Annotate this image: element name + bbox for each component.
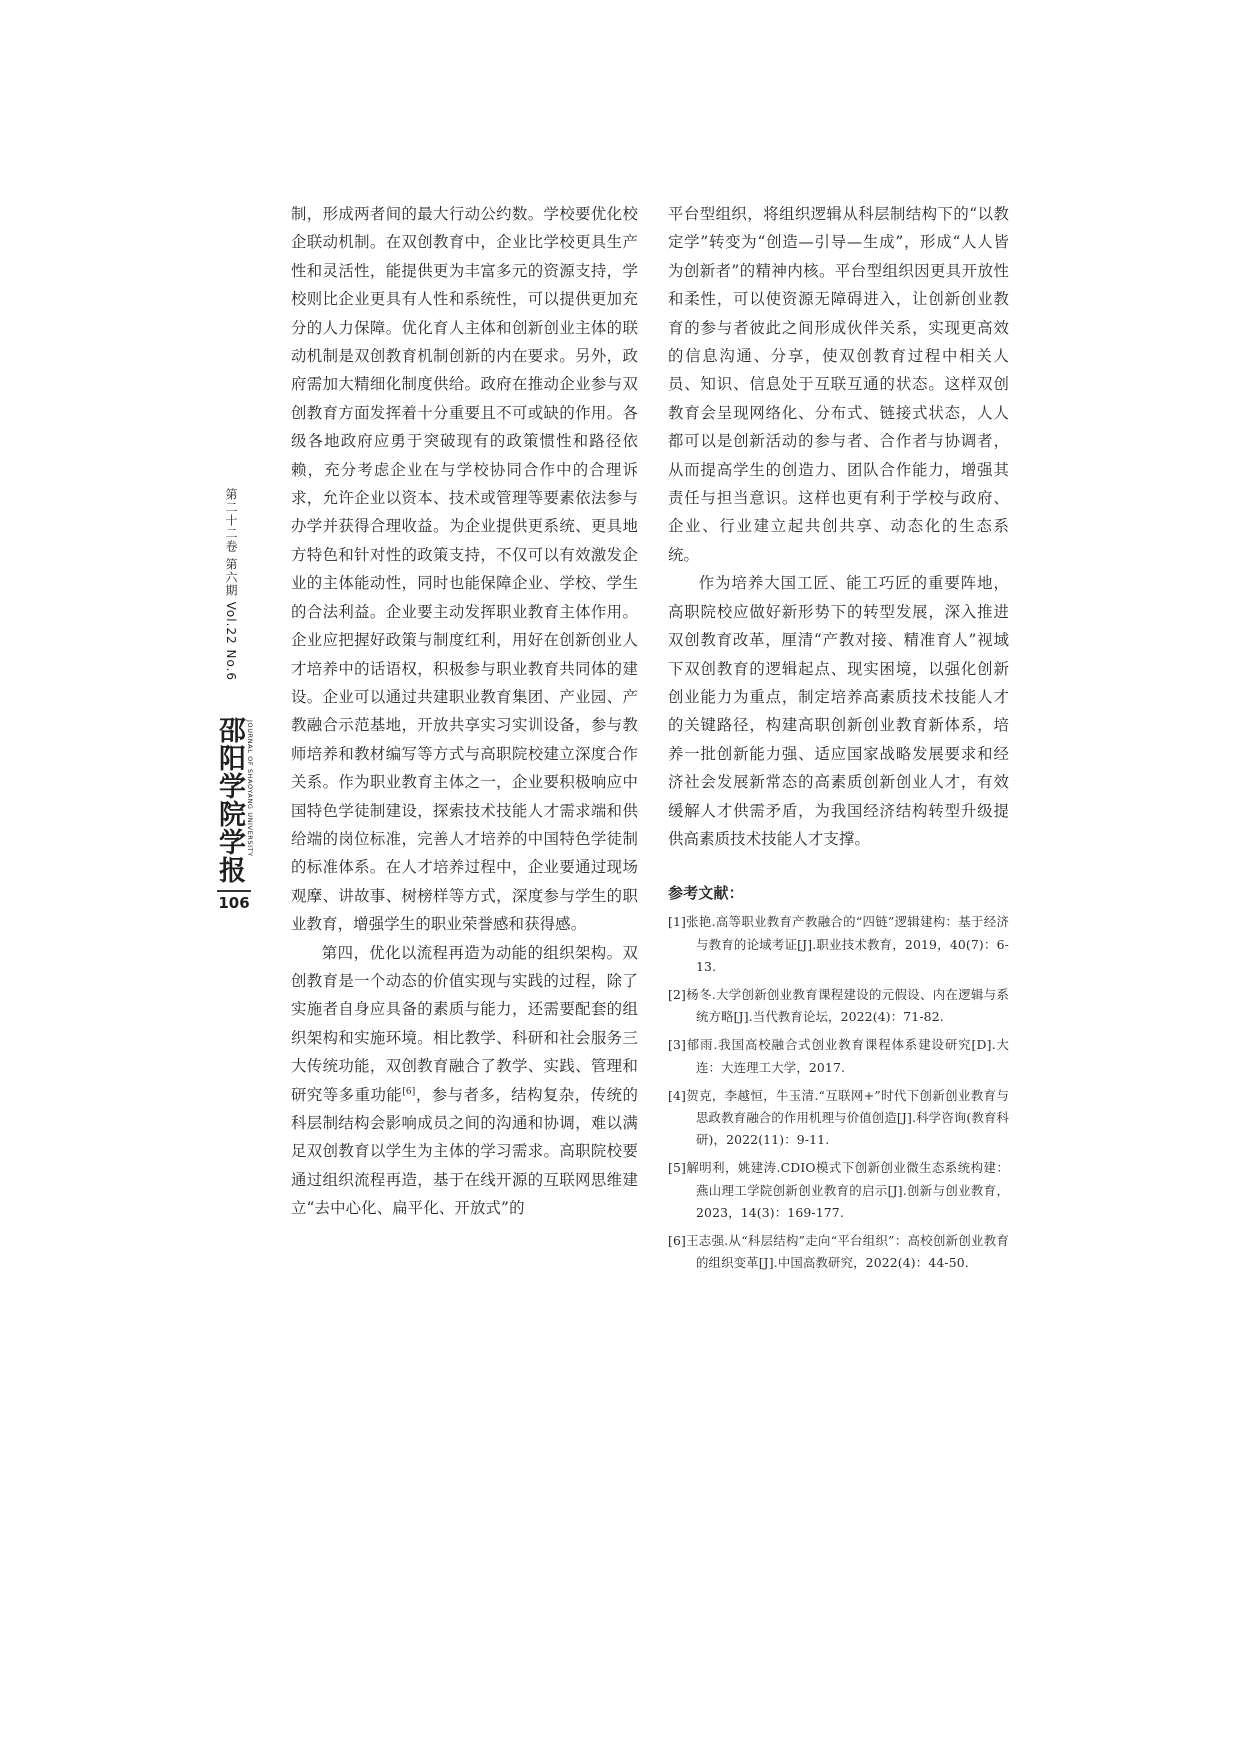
volume-issue-label: 第二十二卷 第六期 Vol.22 No.6 [224,488,238,682]
paragraph-text: 第四，优化以流程再造为动能的组织架构。双创教育是一个动态的价值实现与实践的过程，除了实施者自身应具备的素质与能力，还需要配套的组织架构和实施环境。相比教学、科研和社会服务三大传统功能，双创教育融合了教学、实践、管理和研究等多重功能 [291,943,638,1104]
reference-item: [6]王志强.从“科层结构”走向“平台组织”：高校创新创业教育的组织变革[J].中国高教研究，2022(4)：44-50. [668,1232,1009,1271]
reference-item: [4]贺克，李越恒，牛玉清.“互联网+”时代下创新创业教育与思政教育融合的作用机理与价值创造[J].科学咨询(教育科研)，2022(11)：9-11. [668,1087,1009,1148]
body-paragraph: 作为培养大国工匠、能工巧匠的重要阵地，高职院校应做好新形势下的转型发展，深入推进双创教育改革，厘清“产教对接、精准育人”视域下双创教育的逻辑起点、现实困境，以强化创新创业能力为重点，制定培养高素质技术技能人才的关键路径，构建高职创新创业教育新体系，培养一批创新能力强、适应国家战略发展要求和经济社会发展新常态的高素质创新创业人才，有效缓解人才供需矛盾，为我国经济结构转型升级提供高素质技术技能人才支撑。 [668,574,1009,848]
page-number-rule [217,890,251,892]
citation-marker: [6] [402,1086,416,1097]
journal-title-cn: 邵阳学院学报 [214,716,245,884]
journal-side-header [214,488,254,928]
paragraph-text: ，参与者多，结构复杂，传统的科层制结构会影响成员之间的沟通和协调，难以满足双创教育以学生为主体的学习需求。高职院校要通过组织流程再造，基于在线开源的互联网思维建立“去中心化、扁平化、开放式”的 [291,1085,638,1218]
reference-item: [2]杨冬.大学创新创业教育课程建设的元假设、内在逻辑与系统方略[J].当代教育论坛，2022(4)：71-82. [668,986,1009,1025]
page-number: 106 [218,894,250,912]
body-paragraph [291,939,638,1223]
body-paragraph: 制，形成两者间的最大行动公约数。学校要优化校企联动机制。在双创教育中，企业比学校更具生产性和灵活性，能提供更为丰富多元的资源支持，学校则比企业更具有人性和系统性，可以提供更加充分的人力保障。优化育人主体和创新创业主体的联动机制是双创教育机制创新的内在要求。另外，政府需加大精细化制度供给。政府在推动企业参与双创教育方面发挥着十分重要且不可或缺的作用。各级各地政府应勇于突破现有的政策惯性和路径依赖，充分考虑企业在与学校协同合作中的合理诉求，允许企业以资本、技术或管理等要素依法参与办学并获得合理收益。为企业提供更系统、更具地方特色和针对性的政策支持，不仅可以有效激发企业的主体能动性，同时也能保障企业、学校、学生的合法利益。企业要主动发挥职业教育主体作用。企业应把握好政策与制度红利，用好在创新创业人才培养中的话语权，积极参与职业教育共同体的建设。企业可以通过共建职业教育集团、产业园、产教融合示范基地，开放共享实习实训设备，参与教师培养和教材编写等方式与高职院校建立深度合作关系。作为职业教育主体之一，企业要积极响应中国特色学徒制建设，探索技术技能人才需求端和供给端的岗位标准，完善人才培养的中国特色学徒制的标准体系。在人才培养过程中，企业要通过现场观摩、讲故事、树榜样等方式，深度参与学生的职业教育，增强学生的职业荣誉感和获得感。 [291,205,638,934]
left-text-column [291,200,638,1223]
references-heading: 参考文献： [668,884,744,903]
reference-item: [1]张艳.高等职业教育产教融合的“四链”逻辑建构：基于经济与教育的论域考证[J].职业技术教育，2019，40(7)：6-13. [668,914,1009,974]
reference-list [668,911,1009,1274]
body-paragraph: 平台型组织，将组织逻辑从科层制结构下的“以教定学”转变为“创造—引导—生成”，形成“人人皆为创新者”的精神内核。平台型组织因更具开放性和柔性，可以使资源无障碍进入，让创新创业教育的参与者彼此之间形成伙伴关系，实现更高效的信息沟通、分享，使双创教育过程中相关人员、知识、信息处于互联互通的状态。这样双创教育会呈现网络化、分布式、链接式状态，人人都可以是创新活动的参与者、合作者与协调者，从而提高学生的创造力、团队合作能力，增强其责任与担当意识。这样也更有利于学校与政府、企业、行业建立起共创共享、动态化的生态系统。 [668,205,1009,564]
right-text-column [668,200,1009,1280]
journal-title-en: JOURNAL OF SHAOYANG UNIVERSITY [246,720,254,857]
reference-item: [3]郁雨.我国高校融合式创业教育课程体系建设研究[D].大连：大连理工大学，2017. [668,1037,1009,1075]
reference-item: [5]解明利，姚建涛.CDIO模式下创新创业微生态系统构建：燕山理工学院创新创业教育的启示[J].创新与创业教育，2023，14(3)：169-177. [668,1160,1009,1220]
